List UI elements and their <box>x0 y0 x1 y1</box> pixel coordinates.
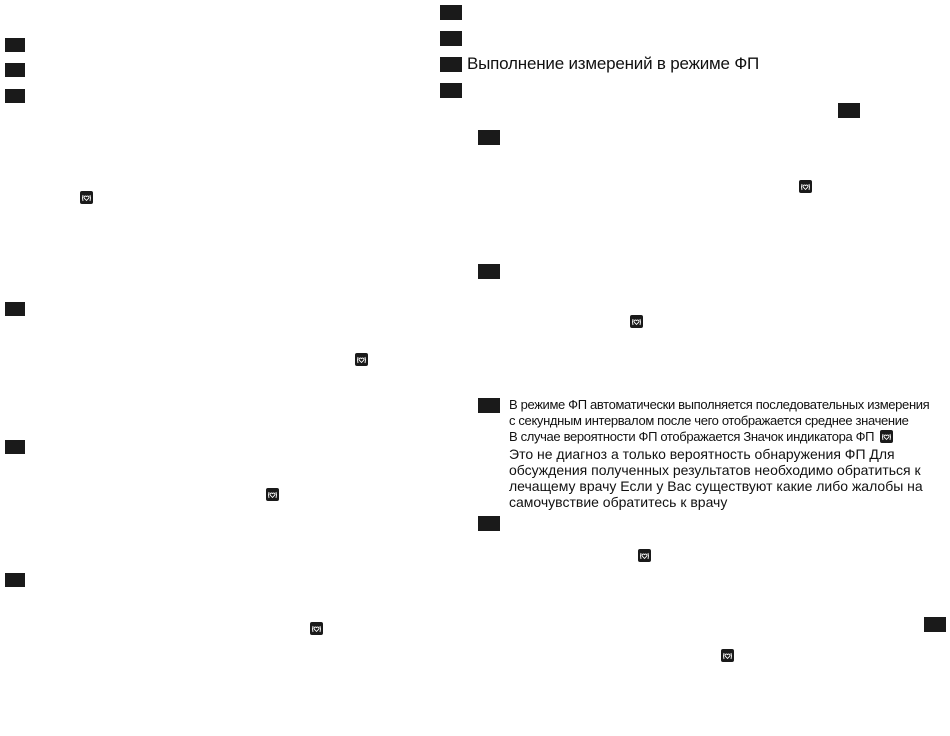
afib-heart-icon <box>630 315 643 328</box>
afib-heart-icon <box>799 180 812 193</box>
step-marker <box>440 83 462 98</box>
step-marker <box>478 516 500 531</box>
afib-heart-icon <box>310 622 323 635</box>
afib-heart-icon <box>638 549 651 562</box>
afib-paragraph <box>509 397 949 510</box>
step-marker <box>5 63 25 77</box>
step-marker <box>478 398 500 413</box>
step-marker <box>5 302 25 316</box>
paragraph-line: В случае вероятности ФП отображается Значок индикатора ФП <box>509 429 875 445</box>
paragraph-line-with-icon <box>509 429 949 445</box>
step-marker <box>478 130 500 145</box>
section-title: Выполнение измерений в режиме ФП <box>467 54 760 73</box>
paragraph-line: самочувствие обратитесь к врачу <box>509 494 728 511</box>
afib-heart-icon <box>880 430 893 443</box>
step-marker <box>924 617 946 632</box>
step-marker <box>838 103 860 118</box>
step-marker <box>5 38 25 52</box>
step-marker <box>5 573 25 587</box>
step-marker <box>5 89 25 103</box>
afib-heart-icon <box>266 488 279 501</box>
paragraph-line: Это не диагноз а только вероятность обнаружения ФП Для <box>509 445 895 462</box>
afib-heart-icon <box>355 353 368 366</box>
step-marker <box>440 5 462 20</box>
afib-heart-icon <box>721 649 734 662</box>
afib-heart-icon <box>80 191 93 204</box>
step-marker <box>5 440 25 454</box>
paragraph-line: обсуждения полученных результатов необходимо обратиться к <box>509 461 921 478</box>
paragraph-line: с секундным интервалом после чего отображается среднее значение <box>509 413 909 429</box>
step-marker <box>478 264 500 279</box>
step-marker <box>440 31 462 46</box>
paragraph-line: лечащему врачу Если у Вас существуют какие либо жалобы на <box>509 478 923 495</box>
step-marker <box>440 57 462 72</box>
paragraph-line: В режиме ФП автоматически выполняется последовательных измерения <box>509 397 930 412</box>
